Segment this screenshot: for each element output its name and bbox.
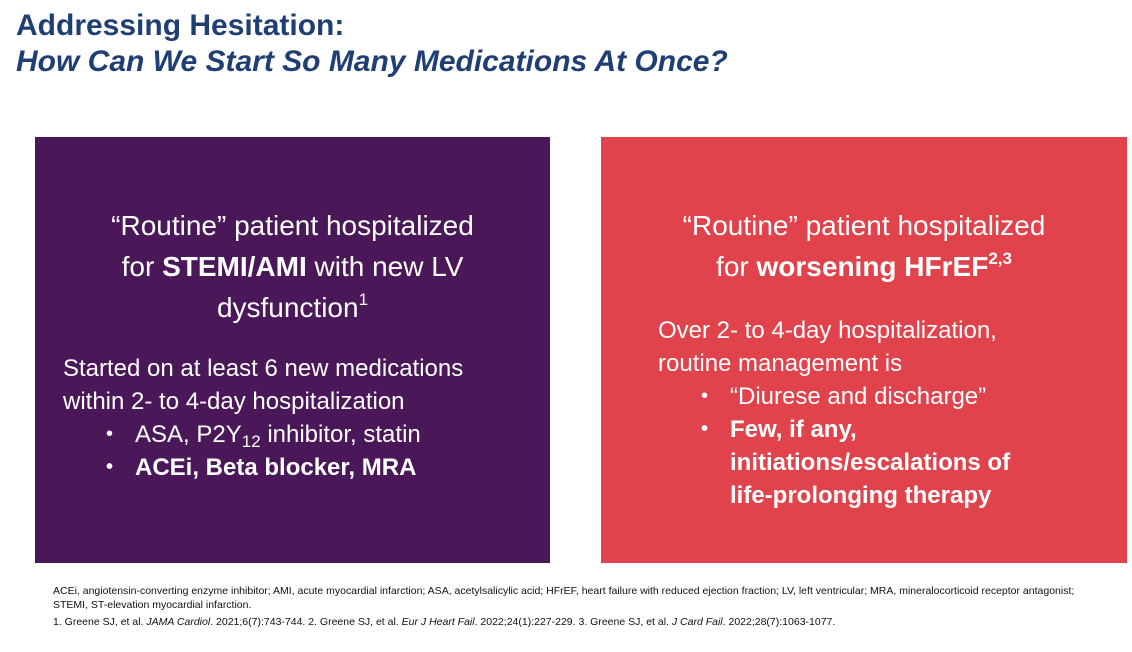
- reference-text: . 2022;24(1):227-229. 3. Greene SJ, et al.: [474, 616, 672, 628]
- right-bullet-2-line-2: initiations/escalations of: [730, 449, 1011, 476]
- left-panel-heading: [35, 205, 550, 328]
- reference-text: . 2022;28(7):1063-1077.: [722, 616, 836, 628]
- left-heading-line-3-text: dysfunction: [216, 292, 359, 323]
- footnotes: [53, 584, 1093, 629]
- title-line-1: Addressing Hesitation:: [16, 9, 345, 42]
- reference-text: . 2021;6(7):743-744. 2. Greene SJ, et al.: [210, 616, 402, 628]
- bullet-icon: •: [701, 418, 709, 440]
- left-panel-body: [63, 352, 463, 484]
- right-bullet-2: [701, 413, 1010, 512]
- left-heading-line-1: “Routine” patient hospitalized: [111, 210, 474, 241]
- right-bullet-1-text: “Diurese and discharge”: [730, 383, 987, 410]
- right-heading-footnote: 2,3: [988, 249, 1012, 268]
- left-heading-text: for: [121, 251, 163, 282]
- right-body-line-2: routine management is: [658, 350, 903, 377]
- right-bullet-2-line-1: Few, if any,: [730, 416, 857, 443]
- left-bullet-2: [106, 451, 463, 484]
- left-bullet-2-text: ACEi, Beta blocker, MRA: [135, 454, 417, 481]
- left-bullet-1-subscript: 12: [241, 432, 261, 451]
- left-body-line-1: Started on at least 6 new medications: [63, 355, 464, 382]
- right-panel-heading: [601, 205, 1127, 287]
- left-bullet-1-text: ASA, P2Y: [135, 421, 242, 448]
- bullet-icon: •: [701, 385, 709, 407]
- right-heading-line-2: [601, 246, 1127, 287]
- right-heading-text: for: [716, 251, 757, 282]
- right-panel-hfref: [601, 137, 1127, 563]
- left-panel-stemi: [35, 137, 550, 563]
- left-heading-line-2: [35, 246, 550, 287]
- journal-name: Eur J Heart Fail: [401, 616, 475, 628]
- slide-title: [16, 8, 1116, 80]
- left-heading-footnote: 1: [358, 290, 369, 309]
- abbreviations: ACEi, angiotensin-converting enzyme inhibitor; AMI, acute myocardial infarction; ASA, acetylsalicylic acid; HFrEF, heart failure with reduced ejection fraction; LV, left ventricular; MRA, mineralocorticoid receptor antagonist; STEMI, ST-elevation myocardial infarction.: [53, 585, 1075, 611]
- left-bullet-1: [106, 418, 463, 451]
- right-bullet-list: [701, 380, 1010, 512]
- left-heading-text-tail: with new LV: [306, 251, 464, 282]
- right-body-line-1: Over 2- to 4-day hospitalization,: [658, 317, 997, 344]
- right-panel-body: [658, 314, 1010, 512]
- reference-text: 1. Greene SJ, et al.: [53, 616, 147, 628]
- right-heading-line-1: “Routine” patient hospitalized: [682, 210, 1046, 241]
- right-bullet-2-line-3: life-prolonging therapy: [730, 482, 992, 509]
- bullet-icon: •: [106, 423, 114, 445]
- left-bullet-list: [106, 418, 463, 484]
- title-line-2: How Can We Start So Many Medications At Once?: [16, 45, 728, 78]
- journal-name: J Card Fail: [671, 616, 723, 628]
- left-bullet-1-tail: inhibitor, statin: [260, 421, 421, 448]
- left-heading-emphasis: STEMI/AMI: [162, 251, 307, 282]
- left-body-line-2: within 2- to 4-day hospitalization: [63, 388, 405, 415]
- left-heading-line-3: [35, 287, 550, 328]
- right-heading-emphasis: worsening HFrEF: [756, 251, 989, 282]
- right-bullet-1: [701, 380, 1010, 413]
- bullet-icon: •: [106, 456, 114, 478]
- references: [53, 615, 1093, 629]
- journal-name: JAMA Cardiol: [146, 616, 211, 628]
